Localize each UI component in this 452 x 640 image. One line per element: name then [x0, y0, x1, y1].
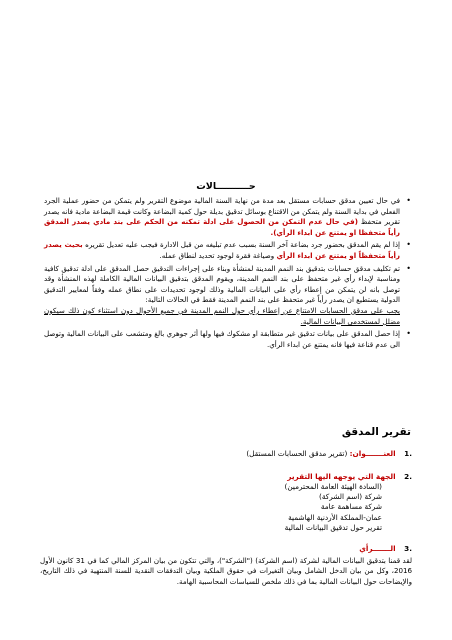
addressee-line: شركة (اسم الشركة)	[318, 492, 382, 502]
addressee-line: (السادة الهيئة العامة المحترمين)	[284, 482, 382, 491]
section-number: .3	[404, 544, 412, 553]
opinion-paragraph: لقد قمنا بتدقيق البيانات المالية لشركة (اسم الشركة) ("الشركة")، والتي تتكون من بيان المركز المالي كما في 31 كانون الأول 2016، وكل من بيان الدخل الشامل وبيان التغيرات في حقوق الملكية وبيان التدفقات النقدية للسنة المنتهية في ذلك التاريخ، والإيضاحات حول البيانات المالية بما في ذلك ملخص للسياسات المحاسبية الهامة.	[40, 556, 412, 586]
section-number: .1	[404, 449, 412, 458]
bullet-emphasis: (في حال عدم التمكن من الحصول على ادلة تمكنه من الحكم على بند مادي يصدر المدقق رأياً متحفظا او يمتنع عن ابداء الرأي).	[44, 217, 400, 237]
section-text: (تقرير مدقق الحسابات المستقل)	[246, 449, 348, 458]
bullet-underlined: يجب على مدقق الحسابات الامتناع عن إعطاء رأي حول النمم المدينة في جميع الأحوال دون استثناء كون ذلك سيكون مضلل لمستخدمي البيانات المالية.	[44, 305, 400, 326]
section-label: الـــــــرأي	[359, 544, 396, 553]
addressee-line: تقرير حول تدقيق البيانات المالية	[284, 522, 382, 532]
addressee-lines	[40, 482, 412, 533]
section-label: العنـــــــوان:	[349, 449, 396, 458]
bullet-text: إذا حصل المدقق على بيانات تدقيق غير متطابقة او مشكوك فيها ولها أثر جوهري بالغ ومتشعب على البيانات المالية وتوصل الى عدم قناعة فيها فانه يمتنع عن ابداء الرأي.	[44, 329, 400, 349]
list-item	[44, 240, 400, 261]
list-item	[44, 196, 400, 238]
section-number: .2	[404, 472, 412, 481]
cases-list	[44, 196, 412, 352]
report-title: تقرير المدقق	[341, 426, 411, 438]
section-opinion	[40, 544, 412, 554]
list-item	[44, 329, 400, 350]
bullet-emphasis: بحيث يصدر رأياً متحفظاً او يمتنع عن ابداء الرأي	[44, 240, 400, 260]
cases-heading: حــــــــــالات	[196, 181, 256, 192]
section-label: الجهة التي يوجهه اليها التقرير	[287, 472, 396, 481]
list-item	[44, 264, 400, 328]
bullet-text: في حال تعيين مدقق حسابات مستقل بعد مدة من نهاية السنة المالية موضوع التقرير ولم يتمكن من حضور عملية الجرد الفعلي في بداية السنة ولم يتمكن من الاقتناع بوسائل تدقيق بديلة حول كمية البضاعة وكانت قيمة البضاعة مادية فانه يصدر تقرير متحفظ	[44, 196, 400, 227]
addressee-line: عمان-المملكة الأردنية الهاشمية	[288, 512, 382, 522]
bullet-text: إذا لم يقم المدقق بحضور جرد بضاعة آخر السنة بسبب عدم تبليغه من قبل الادارة فيجب عليه تعديل تقريره	[85, 240, 400, 250]
bullet-text: تم تكليف مدقق حسابات بتدقيق بند النمم المدينة لمنشأة وبناء على إجراءات التدقيق حصل المدقق على ادلة تدقيق كافية ومناسبة لإبداء رأي غير متحفظ على بند النمم المدينة، ويقوم المدقق بتدقيق البيانات المالية الكاملة لهذه المنشأة وقد توصل بانه لن يتمكن من إعطاء رأي على البيانات المالية وذلك لوجود تحديدات على نطاق عمله وفقاً لمعايير التدقيق الدولية يستطيع ان يصدر رأياً غير متحفظ على بند النمم المدينة فقط في الحالات التالية:	[44, 263, 400, 305]
section-addressee	[40, 472, 412, 533]
addressee-line: شركة مساهمة عامة	[320, 502, 382, 512]
section-title	[40, 449, 412, 459]
bullet-text-after: وصياغة فقرة لوجود تحديد لنطاق عمله.	[159, 250, 275, 260]
